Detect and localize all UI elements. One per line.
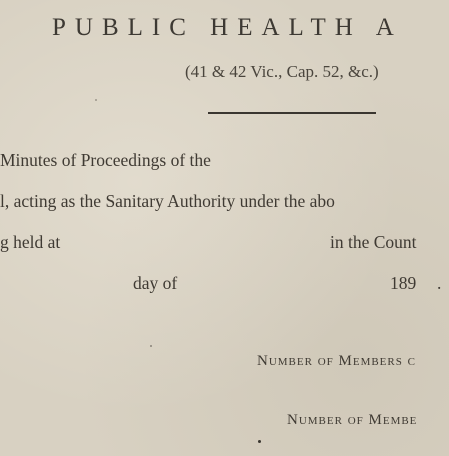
meeting-held-at-label: g held at [0, 232, 61, 252]
title-divider [208, 112, 376, 114]
minutes-line: Minutes of Proceedings of the [0, 150, 211, 170]
day-of-label: day of [133, 273, 178, 293]
county-label: in the Count [330, 232, 417, 252]
sanitary-authority-line: l, acting as the Sanitary Authority under the abo [0, 191, 335, 211]
act-citation: (41 & 42 Vic., Cap. 52, &c.) [185, 62, 379, 81]
year-label: 189 [390, 273, 417, 293]
paper-speck [95, 99, 97, 101]
document-title: PUBLIC HEALTH A [52, 14, 403, 41]
paper-speck [150, 345, 152, 347]
number-of-members-line-2: Number of Membe [287, 412, 418, 428]
year-period: . [437, 273, 442, 293]
paper-speck [258, 440, 261, 443]
number-of-members-line-1: Number of Members c [257, 353, 416, 369]
